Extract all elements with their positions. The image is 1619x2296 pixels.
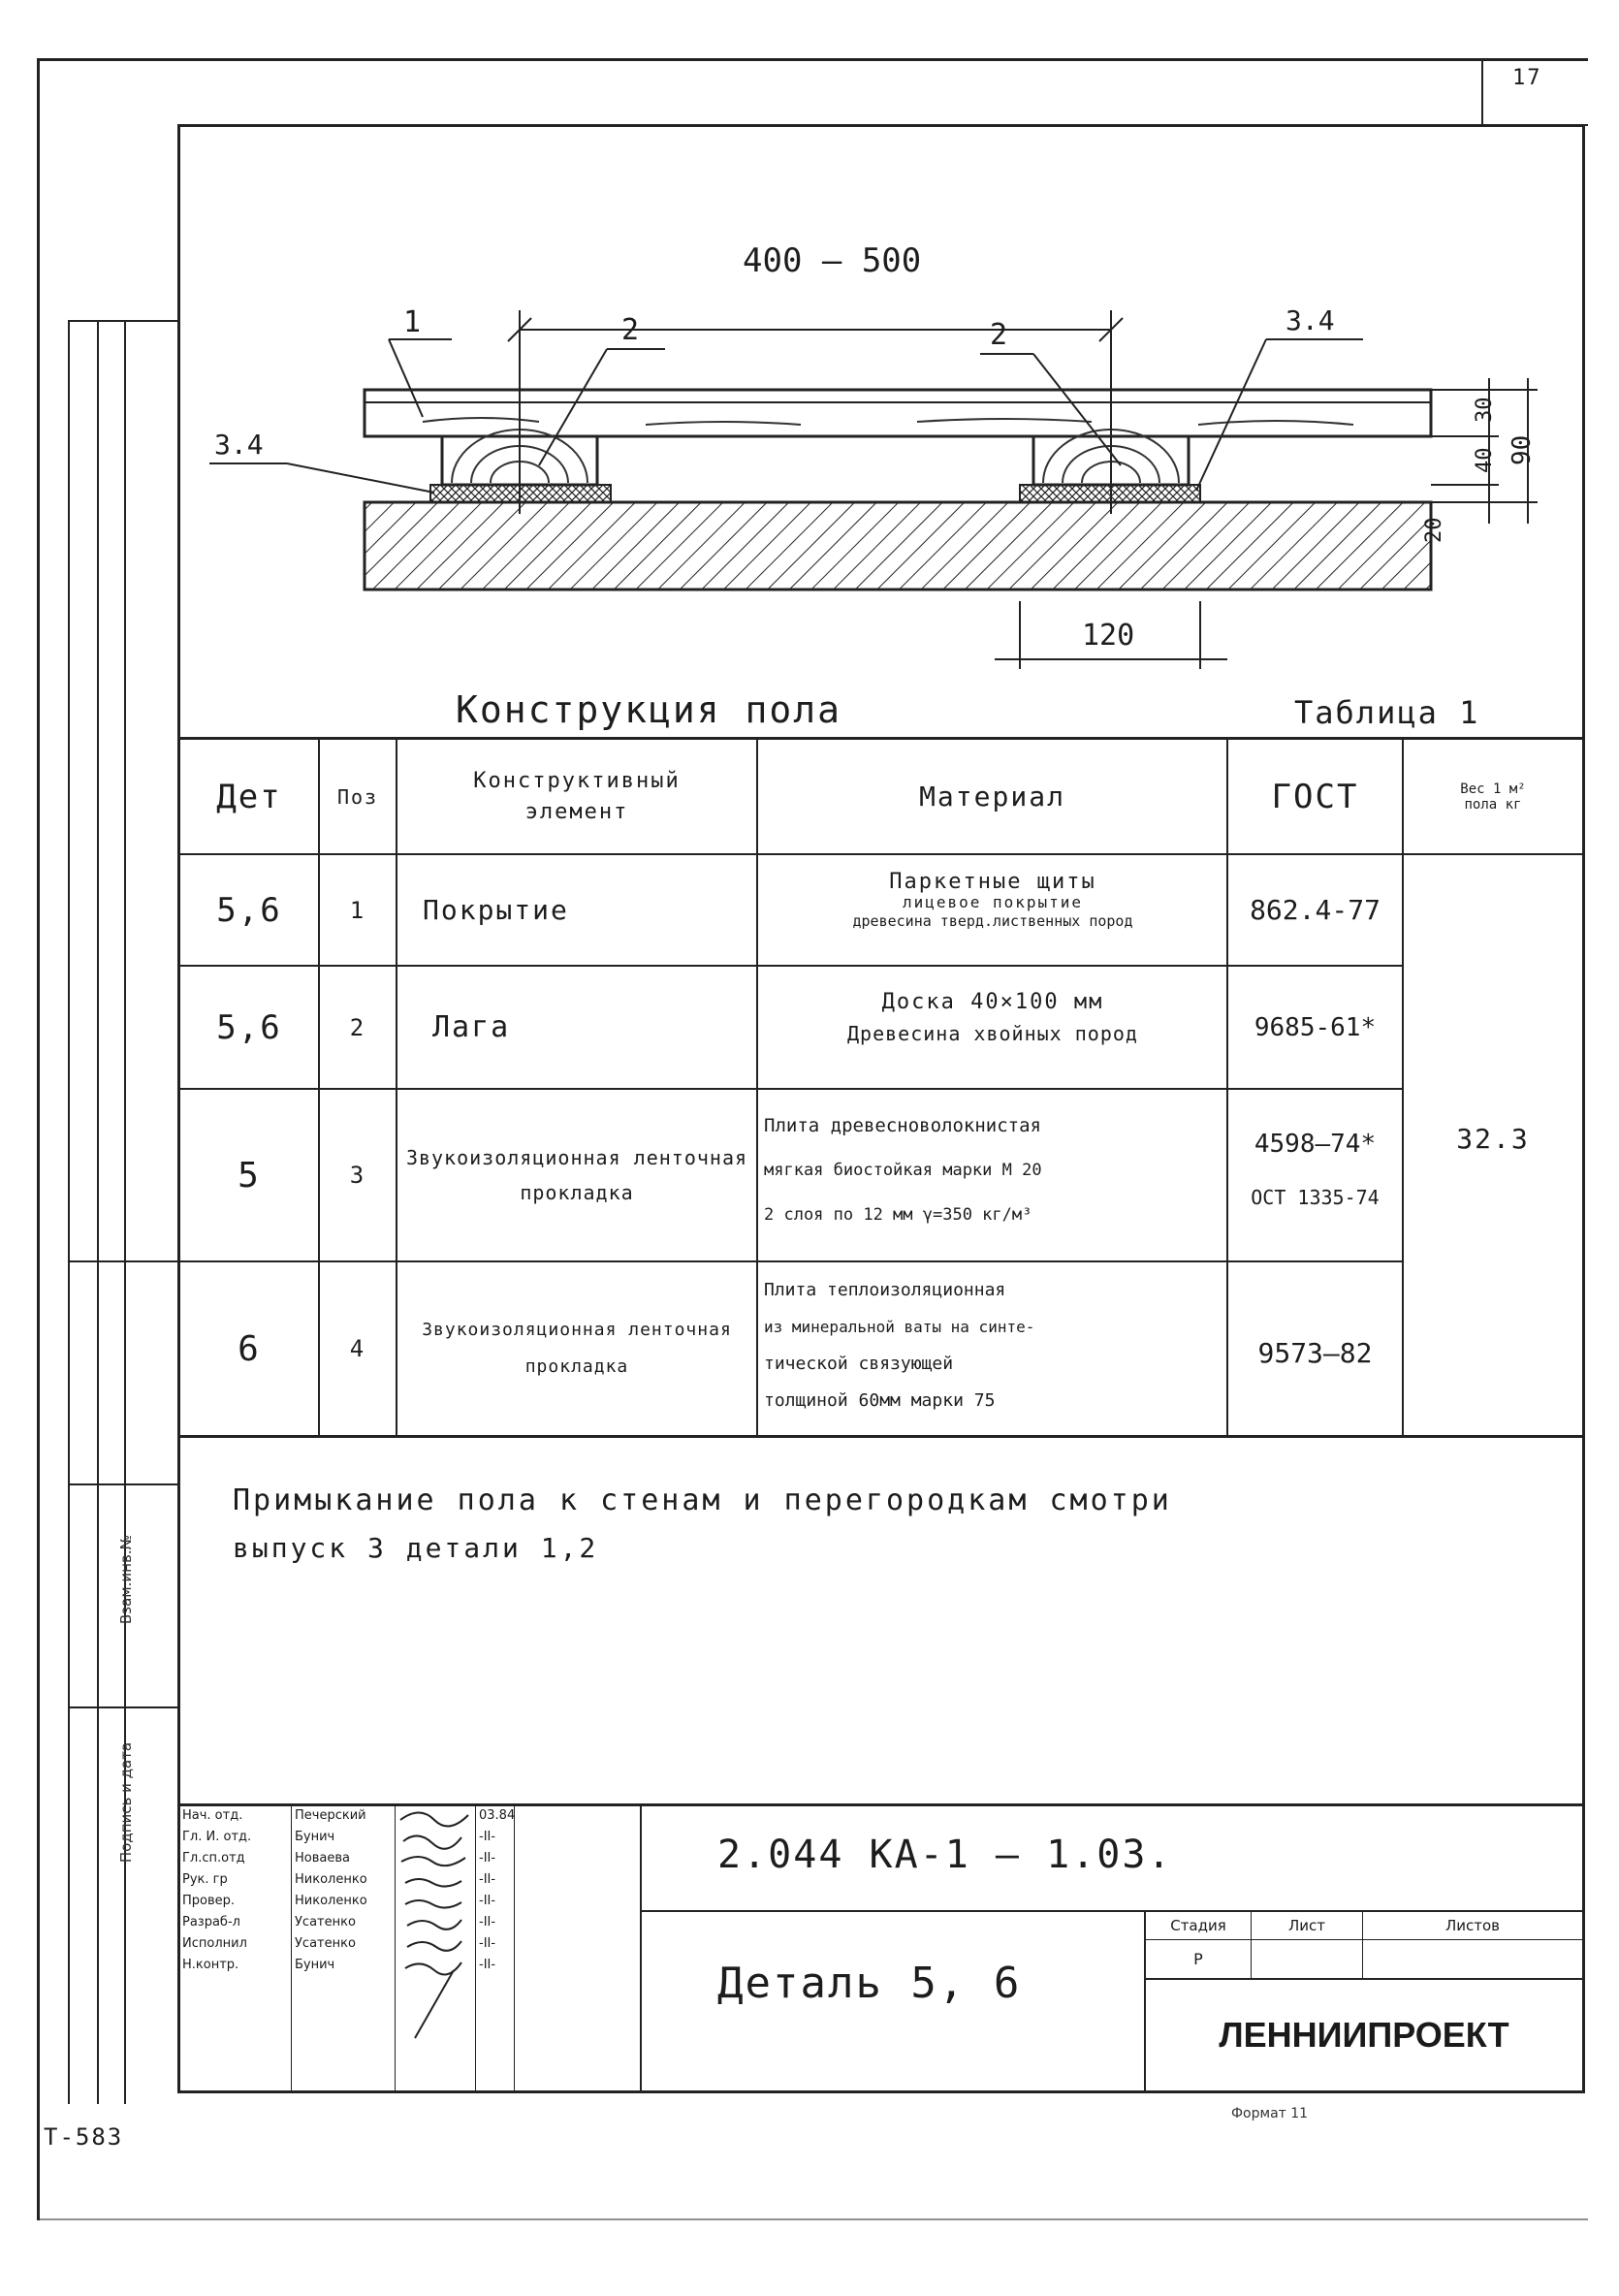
row1-element: Покрытие xyxy=(423,894,569,926)
stage-value: Р xyxy=(1193,1950,1203,1968)
sig-row: Провер. Николенко -II- xyxy=(182,1894,496,1908)
signature-scribbles xyxy=(396,1805,475,2096)
row4-gost: 9573—82 xyxy=(1257,1336,1373,1369)
callout-1: 1 xyxy=(403,305,422,339)
stage-label: Стадия xyxy=(1170,1917,1226,1934)
row1-det: 5,6 xyxy=(216,890,282,930)
callout-34-right: 3.4 xyxy=(1286,304,1335,336)
row2-element: Лага xyxy=(432,1010,511,1044)
header-material: Материал xyxy=(919,781,1065,813)
sig-row: Рук. гр Николенко -II- xyxy=(182,1872,496,1887)
format-label: Формат 11 xyxy=(1231,2106,1309,2121)
row3-element: Звукоизоляционная ленточная прокладка xyxy=(405,1146,748,1204)
org-name: ЛЕННИИПРОЕКТ xyxy=(1219,2015,1509,2055)
detail-name: Деталь 5, 6 xyxy=(717,1959,1022,2008)
sig-row: Исполнил Усатенко -II- xyxy=(182,1936,496,1951)
note-line-2: выпуск 3 детали 1,2 xyxy=(233,1532,599,1564)
dim-40: 40 xyxy=(1473,447,1497,473)
row1-gost: 862.4-77 xyxy=(1250,894,1381,926)
row4-poz: 4 xyxy=(349,1335,366,1362)
side-label-vzam: Взам.инв.№ xyxy=(117,1534,135,1625)
row3-material: Плита древесноволокнистая мягкая биостойкая марки М 20 2 слоя по 12 мм γ=350 кг/м³ xyxy=(764,1115,1042,1225)
sheet-label: Лист xyxy=(1287,1917,1325,1934)
callout-2-right: 2 xyxy=(990,318,1008,352)
row1-poz: 1 xyxy=(349,896,366,924)
row2-material: Доска 40×100 мм Древесина хвойных пород xyxy=(847,990,1138,1045)
inv-stamp: Т-583 xyxy=(44,2123,124,2151)
sig-row: Н.контр. Бунич -II- xyxy=(182,1958,496,1972)
row4-element: Звукоизоляционная ленточная прокладка xyxy=(422,1320,732,1377)
sheet-number: 17 xyxy=(1512,66,1542,90)
callout-2-left: 2 xyxy=(621,313,640,347)
header-poz: Поз xyxy=(336,784,379,809)
row1-material: Паркетные щиты лицевое покрытие древесина тверд.лиственных пород xyxy=(852,870,1133,930)
row2-det: 5,6 xyxy=(216,1007,282,1047)
callout-34-left: 3.4 xyxy=(214,429,264,461)
floor-section-drawing xyxy=(180,233,1576,679)
dim-span: 400 — 500 xyxy=(743,241,922,280)
dim-120: 120 xyxy=(1082,619,1135,653)
row2-poz: 2 xyxy=(349,1013,366,1041)
row3-det: 5 xyxy=(238,1155,261,1196)
row3-poz: 3 xyxy=(349,1162,366,1189)
sig-row: Нач. отд. Печерский 03.84 xyxy=(182,1808,516,1823)
row4-material: Плита теплоизоляционная из минеральной ваты на синте- тической связующей толщиной 60мм марки 75 xyxy=(764,1280,1035,1411)
weight-value: 32.3 xyxy=(1456,1122,1530,1155)
drawing-code: 2.044 КА-1 — 1.03. xyxy=(717,1833,1173,1877)
sig-row: Разраб-л Усатенко -II- xyxy=(182,1915,496,1929)
header-element: Конструктивный элемент xyxy=(473,768,681,824)
dim-20: 20 xyxy=(1422,517,1446,543)
sig-row: Гл.сп.отд Новаева -II- xyxy=(182,1851,496,1866)
note-line-1: Примыкание пола к стенам и перегородкам смотри xyxy=(233,1483,1172,1517)
dim-90: 90 xyxy=(1508,434,1537,465)
header-weight: Вес 1 м² пола кг xyxy=(1460,781,1526,813)
concrete-slab xyxy=(365,502,1431,590)
row2-gost: 9685-61* xyxy=(1254,1012,1377,1042)
sheets-label: Листов xyxy=(1444,1917,1501,1934)
sig-row: Гл. И. отд. Бунич -II- xyxy=(182,1830,496,1844)
row3-gost: 4598—74* ОСТ 1335-74 xyxy=(1251,1130,1380,1209)
header-gost: ГОСТ xyxy=(1271,777,1359,816)
row4-det: 6 xyxy=(238,1328,261,1369)
table-number: Таблица 1 xyxy=(1294,694,1480,731)
dim-30: 30 xyxy=(1473,397,1497,423)
table-title: Конструкция пола xyxy=(456,688,842,731)
side-label-podp: Подпись и дата xyxy=(117,1741,135,1864)
header-det: Дет xyxy=(216,777,282,816)
